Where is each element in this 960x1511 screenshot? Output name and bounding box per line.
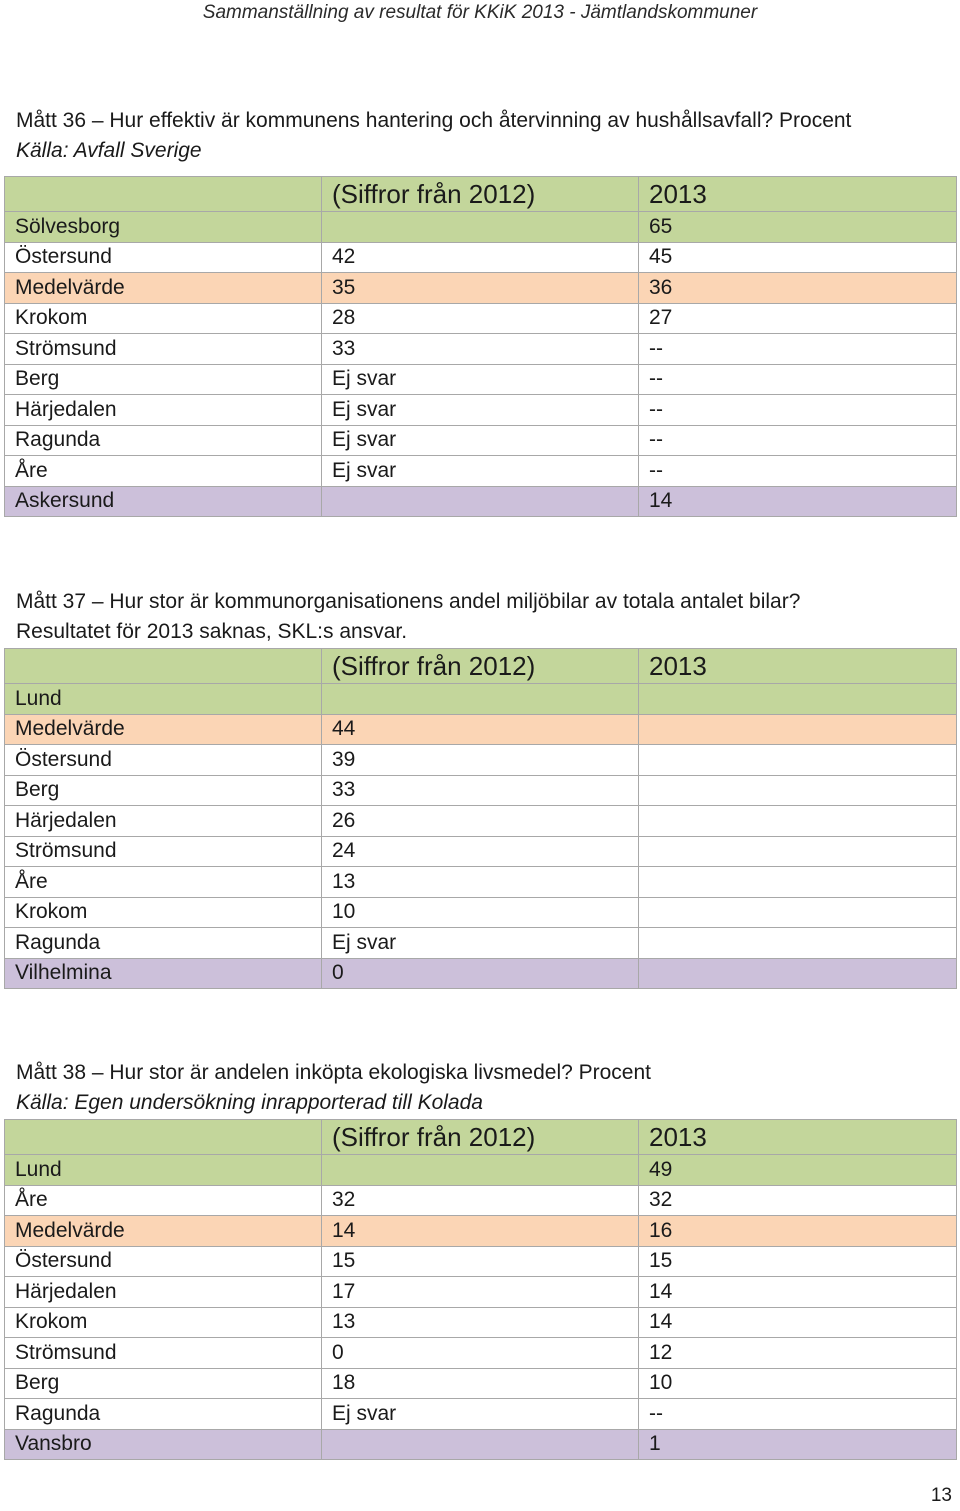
table-row	[5, 1338, 957, 1369]
table-row	[5, 1399, 957, 1430]
cell-value-2013: 45	[639, 242, 957, 273]
cell-value-2012	[322, 1155, 639, 1186]
cell-value-2012: 39	[322, 745, 639, 776]
cell-municipality: Åre	[5, 1185, 322, 1216]
cell-municipality: Lund	[5, 1155, 322, 1186]
table-row	[5, 1429, 957, 1460]
table-row	[5, 806, 957, 837]
cell-value-2012: 13	[322, 867, 639, 898]
cell-value-2012: 14	[322, 1216, 639, 1247]
cell-value-2013	[639, 867, 957, 898]
cell-value-2012: 42	[322, 242, 639, 273]
page-number: 13	[930, 1485, 952, 1506]
table-row	[5, 456, 957, 487]
cell-value-2012	[322, 486, 639, 517]
cell-municipality: Lund	[5, 684, 322, 715]
cell-value-2013	[639, 745, 957, 776]
table-row	[5, 897, 957, 928]
section-matt-36	[4, 106, 956, 517]
cell-value-2013	[639, 806, 957, 837]
column-header-previous: (Siffror från 2012)	[322, 1120, 639, 1155]
cell-value-2012: Ej svar	[322, 364, 639, 395]
table-row	[5, 958, 957, 989]
cell-municipality: Medelvärde	[5, 714, 322, 745]
cell-value-2013: --	[639, 425, 957, 456]
cell-municipality: Berg	[5, 775, 322, 806]
cell-municipality: Ragunda	[5, 928, 322, 959]
cell-value-2013	[639, 684, 957, 715]
question-title: Mått 38 – Hur stor är andelen inköpta ekologiska livsmedel? Procent	[16, 1061, 652, 1084]
cell-value-2012: 10	[322, 897, 639, 928]
cell-value-2012: Ej svar	[322, 1399, 639, 1430]
table-row	[5, 1307, 957, 1338]
column-header-current: 2013	[639, 177, 957, 212]
table-header-row	[5, 177, 957, 212]
question-title: Mått 37 – Hur stor är kommunorganisationens andel miljöbilar av totala antalet bilar?	[16, 590, 801, 613]
cell-value-2013: 1	[639, 1429, 957, 1460]
column-header-previous: (Siffror från 2012)	[322, 177, 639, 212]
column-header-name	[5, 177, 322, 212]
cell-value-2012: 17	[322, 1277, 639, 1308]
table-row	[5, 273, 957, 304]
cell-municipality: Strömsund	[5, 1338, 322, 1369]
table-row	[5, 1277, 957, 1308]
cell-value-2013: 12	[639, 1338, 957, 1369]
cell-value-2012: 15	[322, 1246, 639, 1277]
table-row	[5, 867, 957, 898]
cell-municipality: Krokom	[5, 1307, 322, 1338]
cell-value-2013: 14	[639, 486, 957, 517]
cell-value-2012: 18	[322, 1368, 639, 1399]
table-row	[5, 775, 957, 806]
table-header-row	[5, 649, 957, 684]
cell-value-2012	[322, 1429, 639, 1460]
cell-municipality: Härjedalen	[5, 1277, 322, 1308]
column-header-name	[5, 1120, 322, 1155]
cell-municipality: Medelvärde	[5, 273, 322, 304]
cell-value-2013: 27	[639, 303, 957, 334]
table-row	[5, 334, 957, 365]
results-table	[4, 176, 957, 517]
cell-municipality: Krokom	[5, 303, 322, 334]
table-row	[5, 684, 957, 715]
cell-municipality: Berg	[5, 364, 322, 395]
cell-municipality: Åre	[5, 867, 322, 898]
cell-value-2013: --	[639, 395, 957, 426]
column-header-current: 2013	[639, 1120, 957, 1155]
cell-value-2012: 44	[322, 714, 639, 745]
cell-municipality: Strömsund	[5, 334, 322, 365]
column-header-previous: (Siffror från 2012)	[322, 649, 639, 684]
cell-municipality: Berg	[5, 1368, 322, 1399]
cell-value-2012: Ej svar	[322, 395, 639, 426]
cell-value-2013: --	[639, 1399, 957, 1430]
section-matt-37	[4, 587, 956, 989]
table-row	[5, 836, 957, 867]
table-row	[5, 1368, 957, 1399]
table-row	[5, 212, 957, 243]
question-title: Mått 36 – Hur effektiv är kommunens hantering och återvinning av hushållsavfall? Procent	[16, 109, 852, 132]
table-row	[5, 1246, 957, 1277]
cell-value-2012	[322, 684, 639, 715]
cell-municipality: Östersund	[5, 745, 322, 776]
table-row	[5, 425, 957, 456]
cell-municipality: Vansbro	[5, 1429, 322, 1460]
cell-value-2012: 28	[322, 303, 639, 334]
cell-value-2013: --	[639, 456, 957, 487]
cell-value-2013	[639, 928, 957, 959]
cell-value-2013	[639, 714, 957, 745]
results-table	[4, 648, 957, 989]
question-source: Källa: Avfall Sverige	[16, 139, 202, 162]
cell-municipality: Härjedalen	[5, 395, 322, 426]
cell-value-2013: 32	[639, 1185, 957, 1216]
cell-value-2013: 65	[639, 212, 957, 243]
table-row	[5, 486, 957, 517]
table-row	[5, 1185, 957, 1216]
cell-value-2012: Ej svar	[322, 928, 639, 959]
table-row	[5, 714, 957, 745]
cell-municipality: Åre	[5, 456, 322, 487]
cell-value-2013: 36	[639, 273, 957, 304]
cell-value-2012	[322, 212, 639, 243]
cell-value-2013	[639, 775, 957, 806]
table-row	[5, 303, 957, 334]
table-row	[5, 364, 957, 395]
cell-value-2013: --	[639, 364, 957, 395]
table-row	[5, 395, 957, 426]
cell-value-2012: 33	[322, 334, 639, 365]
cell-value-2012: 32	[322, 1185, 639, 1216]
cell-municipality: Östersund	[5, 1246, 322, 1277]
cell-value-2013	[639, 836, 957, 867]
cell-value-2013: 16	[639, 1216, 957, 1247]
table-header-row	[5, 1120, 957, 1155]
cell-value-2012: 0	[322, 958, 639, 989]
cell-value-2012: 33	[322, 775, 639, 806]
question-note: Resultatet för 2013 saknas, SKL:s ansvar.	[16, 620, 408, 643]
cell-value-2013: --	[639, 334, 957, 365]
cell-municipality: Vilhelmina	[5, 958, 322, 989]
cell-municipality: Askersund	[5, 486, 322, 517]
table-row	[5, 1155, 957, 1186]
question-source: Källa: Egen undersökning inrapporterad till Kolada	[16, 1091, 483, 1114]
cell-municipality: Ragunda	[5, 1399, 322, 1430]
cell-value-2013	[639, 897, 957, 928]
page-header: Sammanställning av resultat för KKiK 2013 - Jämtlandskommuner	[202, 2, 758, 23]
cell-municipality: Östersund	[5, 242, 322, 273]
cell-municipality: Medelvärde	[5, 1216, 322, 1247]
cell-value-2012: 13	[322, 1307, 639, 1338]
cell-value-2012: Ej svar	[322, 456, 639, 487]
cell-value-2012: 24	[322, 836, 639, 867]
cell-value-2013: 10	[639, 1368, 957, 1399]
cell-value-2012: Ej svar	[322, 425, 639, 456]
cell-value-2013: 14	[639, 1277, 957, 1308]
cell-value-2012: 26	[322, 806, 639, 837]
cell-value-2013: 49	[639, 1155, 957, 1186]
table-row	[5, 242, 957, 273]
table-row	[5, 928, 957, 959]
cell-value-2012: 0	[322, 1338, 639, 1369]
cell-value-2013: 15	[639, 1246, 957, 1277]
table-row	[5, 745, 957, 776]
cell-value-2013: 14	[639, 1307, 957, 1338]
cell-value-2013	[639, 958, 957, 989]
cell-municipality: Strömsund	[5, 836, 322, 867]
cell-municipality: Sölvesborg	[5, 212, 322, 243]
cell-municipality: Härjedalen	[5, 806, 322, 837]
column-header-current: 2013	[639, 649, 957, 684]
cell-value-2012: 35	[322, 273, 639, 304]
results-table	[4, 1119, 957, 1460]
section-matt-38	[4, 1058, 956, 1460]
cell-municipality: Krokom	[5, 897, 322, 928]
table-row	[5, 1216, 957, 1247]
cell-municipality: Ragunda	[5, 425, 322, 456]
column-header-name	[5, 649, 322, 684]
